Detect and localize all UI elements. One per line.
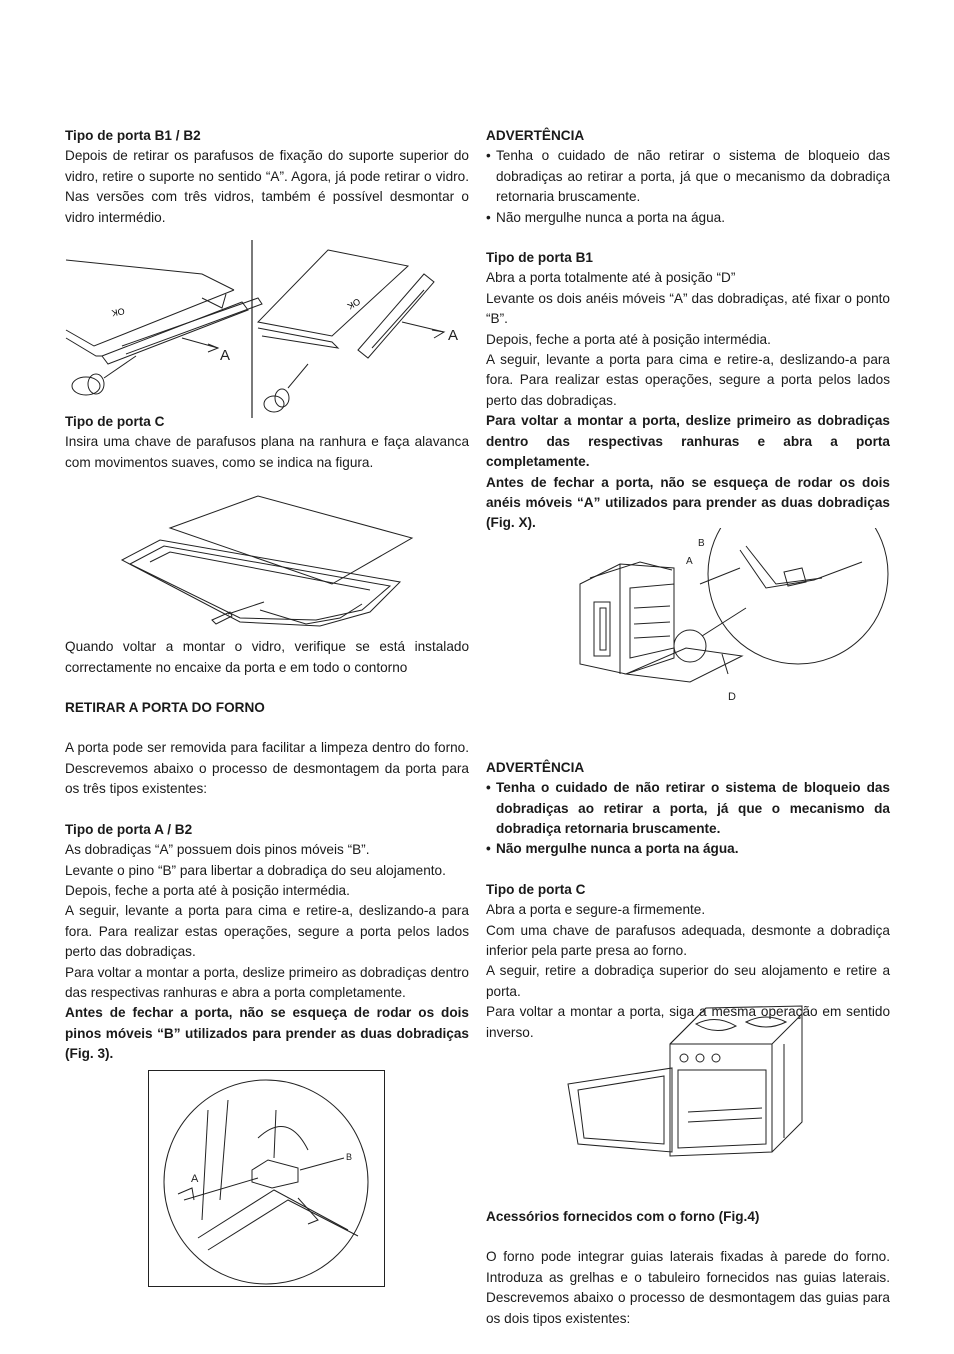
section-heading: Tipo de porta B1 bbox=[486, 250, 593, 266]
bold-paragraph: Antes de fechar a porta, não se esqueça de rodar os dois anéis móveis “A” utilizados para prender as duas dobradiças (Fig. X). bbox=[486, 474, 890, 531]
paragraph: Insira uma chave de parafusos plana na ranhura e faça alavanca com movimentos suaves, como se indica na figura. bbox=[65, 434, 469, 470]
paragraph: Com uma chave de parafusos adequada, desmonte a dobradiça inferior pela parte presa ao forno. bbox=[486, 922, 890, 958]
paragraph: Para voltar a montar a porta, siga a mesma operação em sentido inverso. bbox=[486, 1004, 890, 1040]
paragraph: A porta pode ser removida para facilitar a limpeza dentro do forno. Descrevemos abaixo o processo de desmontagem da porta para os três tipos existentes: bbox=[65, 740, 469, 797]
bold-paragraph: Antes de fechar a porta, não se esqueça de rodar os dois pinos móveis “B” utilizados para prender as duas dobradiças (Fig. 3). bbox=[65, 1005, 469, 1062]
label-a: A bbox=[191, 1173, 199, 1185]
paragraph: O forno pode integrar guias laterais fixadas à parede do forno. Introduza as grelhas e o tabuleiro fornecidos nas guias laterais. Descrevemos abaixo o processo de desmontagem das guias para os dois tipos existentes: bbox=[486, 1249, 890, 1326]
paragraph: Levante o pino “B” para libertar a dobradiça do seu alojamento. bbox=[65, 862, 446, 878]
oven-c-figure bbox=[566, 1004, 810, 1160]
paragraph: Quando voltar a montar o vidro, verifique se está instalado correctamente no encaixe da porta e em todo o contorno bbox=[65, 639, 469, 675]
paragraph: Abra a porta e segure-a firmemente. bbox=[486, 902, 706, 918]
warning-heading: ADVERTÊNCIA bbox=[486, 128, 585, 143]
paragraph: Levante os dois anéis móveis “A” das dobradiças, até fixar o ponto “B”. bbox=[486, 290, 890, 327]
label-a: A bbox=[686, 556, 693, 567]
paragraph: Para voltar a montar a porta, deslize primeiro as dobradiças dentro das respectivas ranhuras e abra a porta completamente. bbox=[65, 964, 469, 1000]
paragraph: A seguir, levante a porta para cima e retire-a, deslizando-a para fora. Para realizar estas operações, segure a porta pelos lados perto das dobradiças. bbox=[65, 903, 469, 960]
warning-heading: ADVERTÊNCIA bbox=[486, 759, 585, 775]
hinge-detail-figure bbox=[148, 1070, 386, 1288]
label-d: D bbox=[728, 691, 736, 703]
paragraph: Abra a porta totalmente até à posição “D” bbox=[486, 270, 736, 286]
label-b: B bbox=[346, 1152, 353, 1162]
section-heading: Tipo de porta C bbox=[486, 881, 586, 897]
paragraph: Depois, feche a porta até à posição intermédia. bbox=[65, 882, 350, 898]
section-heading: Tipo de porta C bbox=[65, 414, 165, 430]
section-heading: Acessórios fornecidos com o forno (Fig.4) bbox=[486, 1209, 760, 1224]
paragraph: A seguir, levante a porta para cima e retire-a, deslizando-a para fora. Para realizar estas operações, segure a porta pelos lados perto das dobradiças. bbox=[486, 352, 890, 408]
oven-b1-figure bbox=[570, 528, 900, 704]
label-b: B bbox=[698, 538, 705, 549]
warning-bullet: • Tenha o cuidado de não retirar o sistema de bloqueio das dobradiças ao retirar a porta, já que o mecanismo da dobradiça retornaria bruscamente. bbox=[486, 146, 890, 207]
paragraph: Depois, feche a porta até à posição intermédia. bbox=[486, 331, 771, 347]
ok-label: OK bbox=[110, 306, 126, 319]
paragraph: Depois de retirar os parafusos de fixação do suporte superior do vidro, retire o suporte no sentido “A”. Agora, já pode retirar o vidro. Nas versões com três vidros, também é possível desmontar o vidro intermédio. bbox=[65, 148, 469, 225]
bold-paragraph: Para voltar a montar a porta, deslize primeiro as dobradiças dentro das respectivas ranhuras e abra a porta completamente. bbox=[486, 413, 890, 470]
glass-support-figure bbox=[62, 238, 478, 418]
section-heading: Tipo de porta A / B2 bbox=[65, 821, 193, 837]
door-c-figure bbox=[110, 492, 420, 632]
paragraph: As dobradiças “A” possuem dois pinos móveis “B”. bbox=[65, 842, 370, 858]
label-a: A bbox=[220, 347, 231, 364]
section-heading: RETIRAR A PORTA DO FORNO bbox=[65, 700, 265, 716]
warning-bullet: • Tenha o cuidado de não retirar o sistema de bloqueio das dobradiças ao retirar a porta, já que o mecanismo da dobradiça retornaria bruscamente. bbox=[486, 778, 890, 839]
paragraph: A seguir, retire a dobradiça superior do seu alojamento e retire a porta. bbox=[486, 963, 890, 999]
ok-label: OK bbox=[345, 296, 362, 312]
section-heading: Tipo de porta B1 / B2 bbox=[65, 128, 201, 143]
warning-bullet: • Não mergulhe nunca a porta na água. bbox=[486, 208, 890, 228]
label-a: A bbox=[448, 327, 459, 344]
warning-bullet: • Não mergulhe nunca a porta na água. bbox=[486, 839, 890, 859]
